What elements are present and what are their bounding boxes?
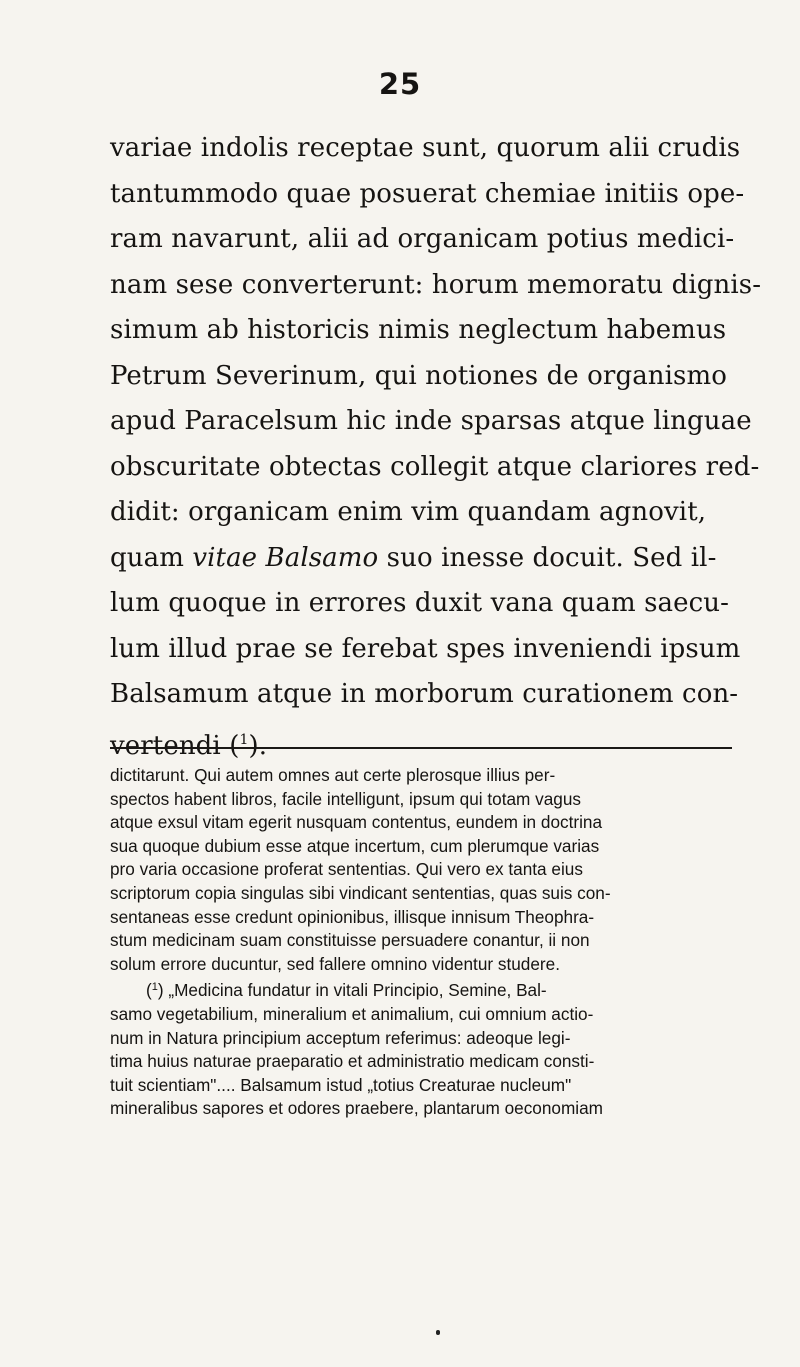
italic-phrase: vitae Balsamo [192,542,379,573]
footnote-line: sua quoque dubium esse atque incertum, cum plerumque varias [110,835,600,856]
footnote-line: tuit scientiam".... Balsamum istud „totius Creaturae nucleum" [110,1074,572,1095]
page-number: 25 [378,67,422,101]
line-text: ). [248,730,268,761]
footnote-marker: ( [146,980,152,1001]
footnote-line: tima huius naturae praeparatio et administratio medicam consti- [110,1051,595,1072]
footnote-line: spectos habent libros, facile intelligunt, ipsum qui totam vagus [110,788,582,809]
main-text-line: ram navarunt, alii ad organicam potius medici- [110,224,735,254]
footnote-1-first-line [110,976,740,1003]
footnote-line: atque exsul vitam egerit nusquam contentus, eundem in doctrina [110,812,603,833]
footnote-separator [110,747,732,749]
footnote-line: scriptorum copia singulas sibi vindicant sententias, quas suis con- [110,882,611,903]
main-text-line: variae indolis receptae sunt, quorum alii crudis [110,133,741,163]
line-text: vertendi ( [110,730,240,761]
main-text-line: Petrum Severinum, qui notiones de organismo [110,360,728,391]
footnote-marker: ) [157,980,169,1001]
footnote-line: stum medicinam suam constituisse persuadere conantur, ii non [110,930,590,951]
main-text-line: simum ab historicis nimis neglectum habemus [110,315,727,345]
main-text-line: nam sese converterunt: horum memoratu dignis- [110,269,762,300]
line-text: quam [110,542,193,573]
main-text-line: lum illud prae se ferebat spes inveniendi ipsum [110,633,741,664]
main-text-line [110,718,730,770]
footnote-line: mineralibus sapores et odores praebere, plantarum oeconomiam [110,1098,603,1119]
footnote-line: sentaneas esse credunt opinionibus, illisque innisum Theophra- [110,906,595,927]
main-text-line: lum quoque in errores duxit vana quam saecu- [110,588,730,618]
footnotes [110,764,740,1121]
footnote-line: solum errore ducuntur, sed fallere omnino videntur studere. [110,953,560,974]
ink-mark [436,1330,440,1335]
main-text-line: didit: organicam enim vim quandam agnovit, [110,497,707,527]
footnote-line: num in Natura principium acceptum referimus: adeoque legi- [110,1027,571,1048]
footnote-line: samo vegetabilium, mineralium et animalium, cui omnium actio- [110,1003,594,1024]
main-text [110,126,762,769]
main-text-line: tantummodo quae posuerat chemiae initiis ope- [110,178,745,209]
main-text-line [110,536,730,582]
main-text-line: obscuritate obtectas collegit atque clariores red- [110,451,760,482]
footnote-number: 1 [151,981,158,994]
line-text: suo inesse docuit. Sed il- [378,542,717,573]
footnote-line: dictitarunt. Qui autem omnes aut certe plerosque illius per- [110,765,556,785]
line-text: „Medicina fundatur in vitali Principio, Semine, Bal- [168,980,547,1001]
footnote-reference: 1 [239,731,249,748]
main-text-line: apud Paracelsum hic inde sparsas atque linguae [110,406,752,436]
footnote-line: pro varia occasione proferat sententias. Qui vero ex tanta eius [110,859,583,880]
main-text-line: Balsamum atque in morborum curationem con- [110,679,739,709]
